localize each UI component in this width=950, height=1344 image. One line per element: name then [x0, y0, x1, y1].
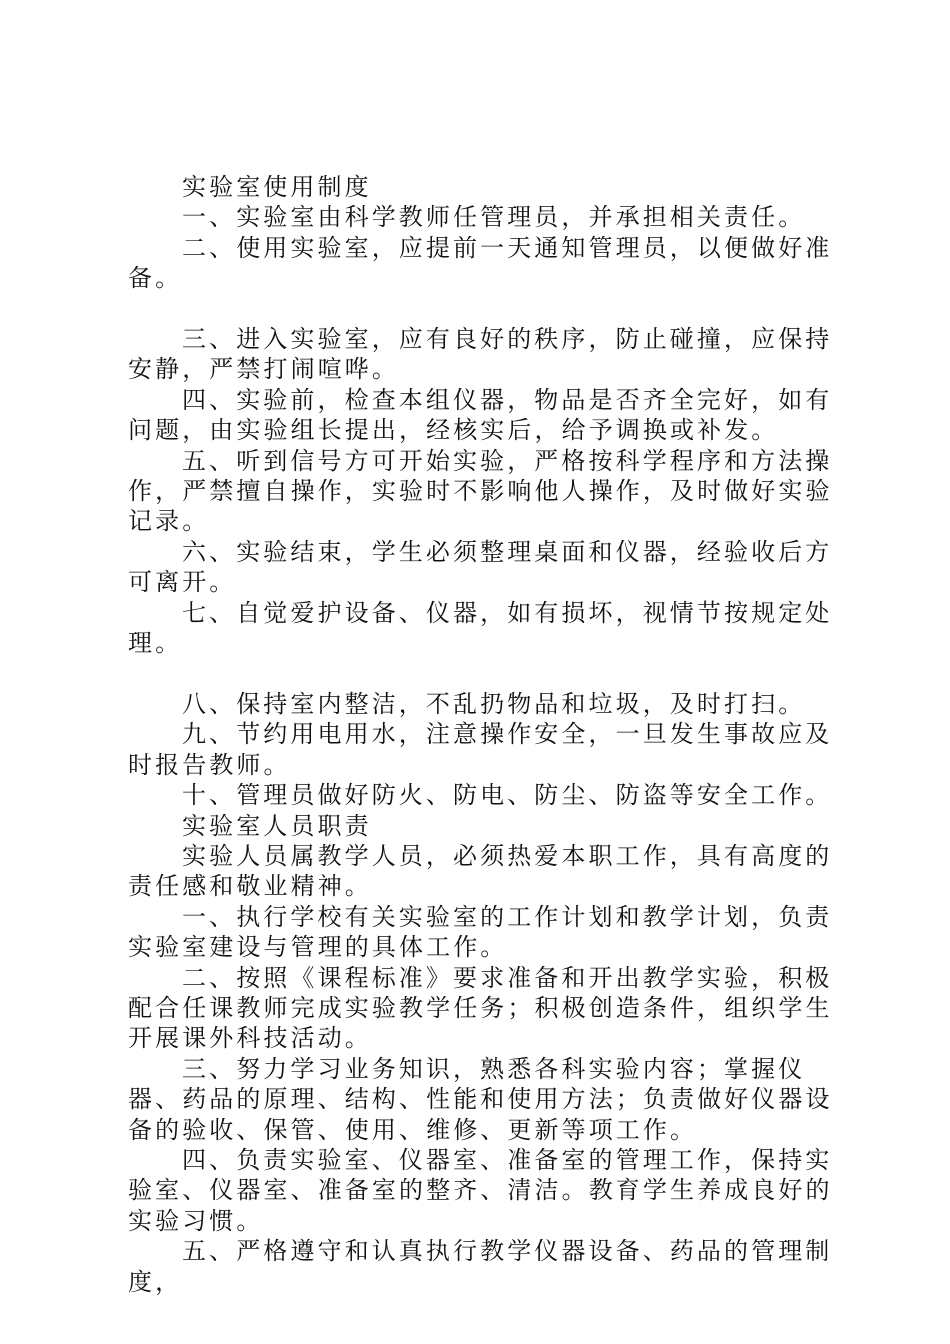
rule-1: 一、实验室由科学教师任管理员，并承担相关责任。: [182, 203, 806, 232]
duty-2: 二、按照《课程标准》要求准备和开出教学实验，积极配合任课教师完成实验教学任务；积极创造条件，组织学生开展课外科技活动。: [128, 963, 833, 1053]
rule-9: 九、节约用电用水，注意操作安全，一旦发生事故应及时报告教师。: [128, 720, 833, 779]
rule-2: 二、使用实验室，应提前一天通知管理员，以便做好准备。: [128, 233, 833, 293]
blank-line: [128, 294, 844, 324]
duty-1: 一、执行学校有关实验室的工作计划和教学计划，负责实验室建设与管理的具体工作。: [128, 902, 833, 962]
duty-5: 五、严格遵守和认真执行教学仪器设备、药品的管理制度，: [128, 1237, 833, 1296]
section-title-staff-duties: 实验室人员职责: [182, 811, 372, 840]
duty-intro: 实验人员属教学人员，必须热爱本职工作，具有高度的责任感和敬业精神。: [128, 841, 833, 901]
rule-4: 四、实验前，检查本组仪器，物品是否齐全完好，如有问题，由实验组长提出，经核实后，给予调换或补发。: [128, 385, 833, 445]
rule-3: 三、进入实验室，应有良好的秩序，防止碰撞，应保持安静，严禁打闹喧哗。: [128, 325, 833, 384]
duty-4: 四、负责实验室、仪器室、准备室的管理工作，保持实验室、仪器室、准备室的整齐、清洁。教育学生养成良好的实验习惯。: [128, 1145, 833, 1235]
document-body: [128, 172, 844, 1297]
rule-6: 六、实验结束，学生必须整理桌面和仪器，经验收后方可离开。: [128, 537, 833, 597]
rule-7: 七、自觉爱护设备、仪器，如有损坏，视情节按规定处理。: [128, 598, 833, 658]
rule-8: 八、保持室内整洁，不乱扔物品和垃圾，及时打扫。: [182, 689, 806, 718]
section-title-lab-usage: 实验室使用制度: [182, 173, 372, 201]
duty-3: 三、努力学习业务知识，熟悉各科实验内容；掌握仪器、药品的原理、结构、性能和使用方法；负责做好仪器设备的验收、保管、使用、维修、更新等项工作。: [128, 1054, 833, 1144]
rule-10: 十、管理员做好防火、防电、防尘、防盗等安全工作。: [182, 781, 833, 810]
blank-line: [128, 658, 844, 688]
rule-5: 五、听到信号方可开始实验，严格按科学程序和方法操作，严禁擅自操作，实验时不影响他人操作，及时做好实验记录。: [128, 446, 833, 536]
